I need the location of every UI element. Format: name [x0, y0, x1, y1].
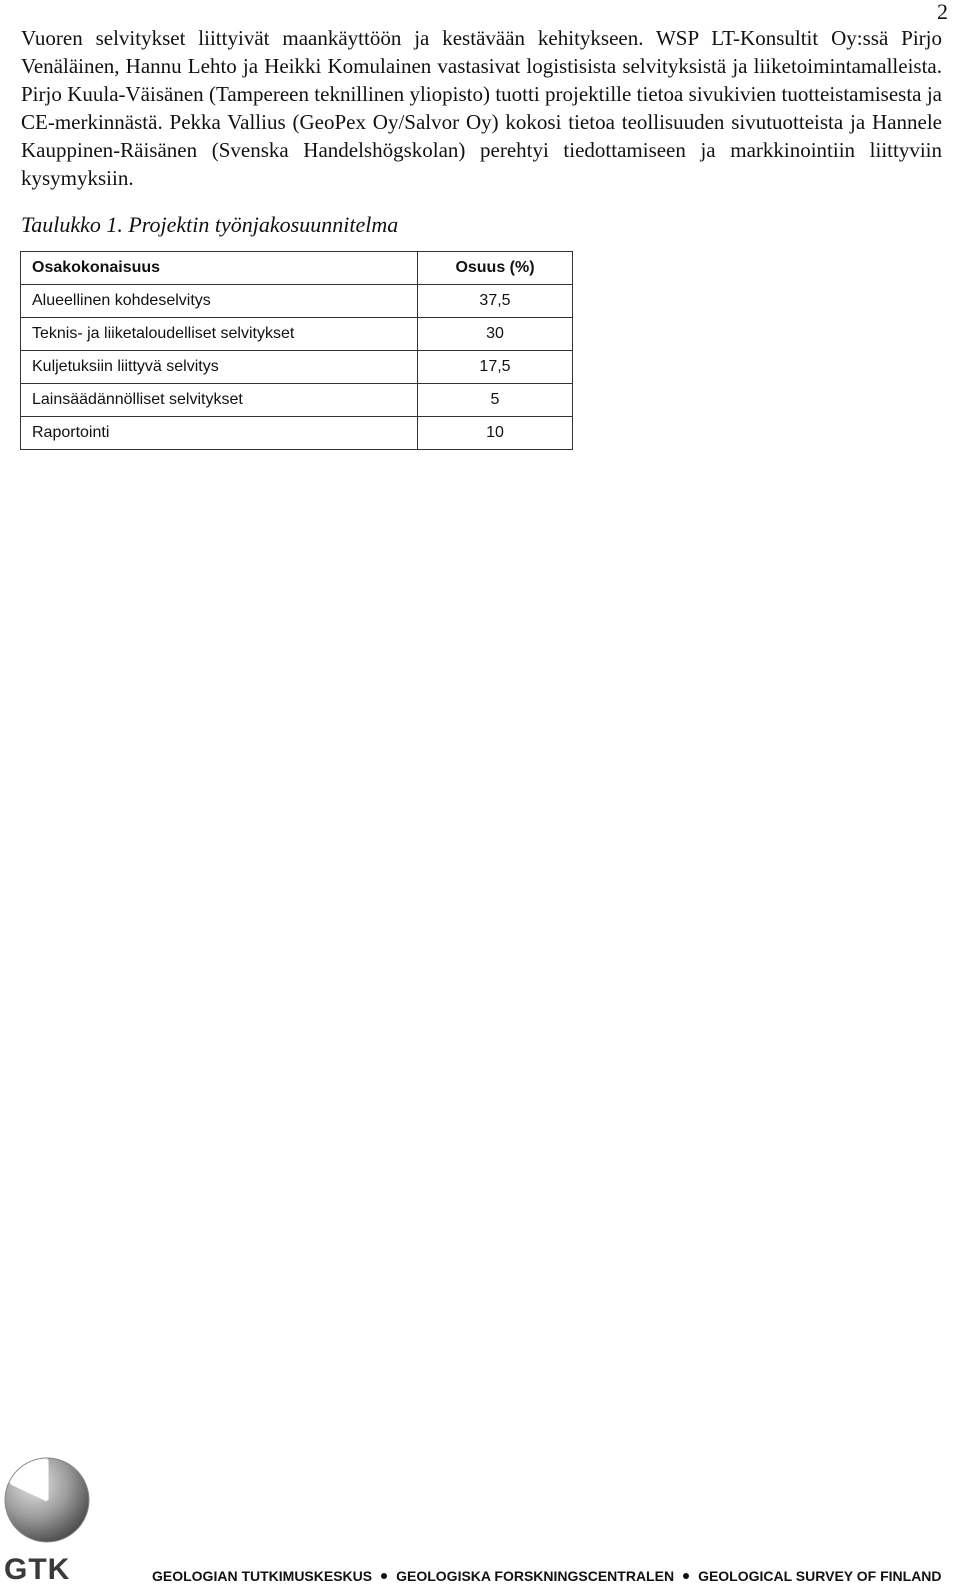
gtk-logo: [2, 1450, 92, 1590]
table-cell-share: 5: [418, 384, 573, 417]
table-cell-part: Raportointi: [21, 417, 418, 450]
table-cell-part: Kuljetuksiin liittyvä selvitys: [21, 351, 418, 384]
footer-organizations: [152, 1567, 942, 1585]
table-cell-part: Lainsäädännölliset selvitykset: [21, 384, 418, 417]
organization-name-fi: GEOLOGIAN TUTKIMUSKESKUS: [152, 1568, 373, 1584]
table-row: [21, 285, 573, 318]
organization-name-sv: GEOLOGISKA FORSKNINGSCENTRALEN: [396, 1568, 675, 1584]
table-cell-share: 30: [418, 318, 573, 351]
workplan-table: [20, 251, 573, 450]
table-cell-share: 10: [418, 417, 573, 450]
table-cell-share: 37,5: [418, 285, 573, 318]
table-row: [21, 384, 573, 417]
table-caption: Taulukko 1. Projektin työnjakosuunnitelma: [21, 212, 399, 237]
page-footer: [0, 1450, 960, 1590]
table-header-row: [21, 252, 573, 285]
table-row: [21, 318, 573, 351]
page-number: 2: [937, 0, 948, 24]
bullet-separator-icon: [683, 1573, 689, 1579]
body-paragraph: Vuoren selvitykset liittyivät maankäyttöön ja kestävään kehitykseen. WSP LT-Konsultit Oy:ssä Pirjo Venäläinen, Hannu Lehto ja Heikki Komulainen vastasivat logistisista selvityksistä ja liiketoimintamalleista. Pirjo Kuula-Väisänen (Tampereen teknillinen yliopisto) tuotti projektille tietoa sivukivien tuotteistamisesta ja CE-merkinnästä. Pekka Vallius (GeoPex Oy/Salvor Oy) kokosi tietoa teollisuuden sivutuotteista ja Hannele Kauppinen-Räisänen (Svenska Handelshögskolan) perehtyi tiedottamiseen ja markkinointiin liittyviin kysymyksiin.: [21, 26, 942, 190]
table-cell-part: Teknis- ja liiketaloudelliset selvitykset: [21, 318, 418, 351]
table-row: [21, 351, 573, 384]
column-header-part: Osakokonaisuus: [21, 252, 418, 285]
column-header-share: Osuus (%): [418, 252, 573, 285]
bullet-separator-icon: [381, 1573, 387, 1579]
table-cell-share: 17,5: [418, 351, 573, 384]
table-cell-part: Alueellinen kohdeselvitys: [21, 285, 418, 318]
gtk-globe-logo-icon: [2, 1450, 92, 1550]
table-row: [21, 417, 573, 450]
logo-text: GTK: [4, 1553, 71, 1586]
organization-name-en: GEOLOGICAL SURVEY OF FINLAND: [698, 1568, 942, 1584]
